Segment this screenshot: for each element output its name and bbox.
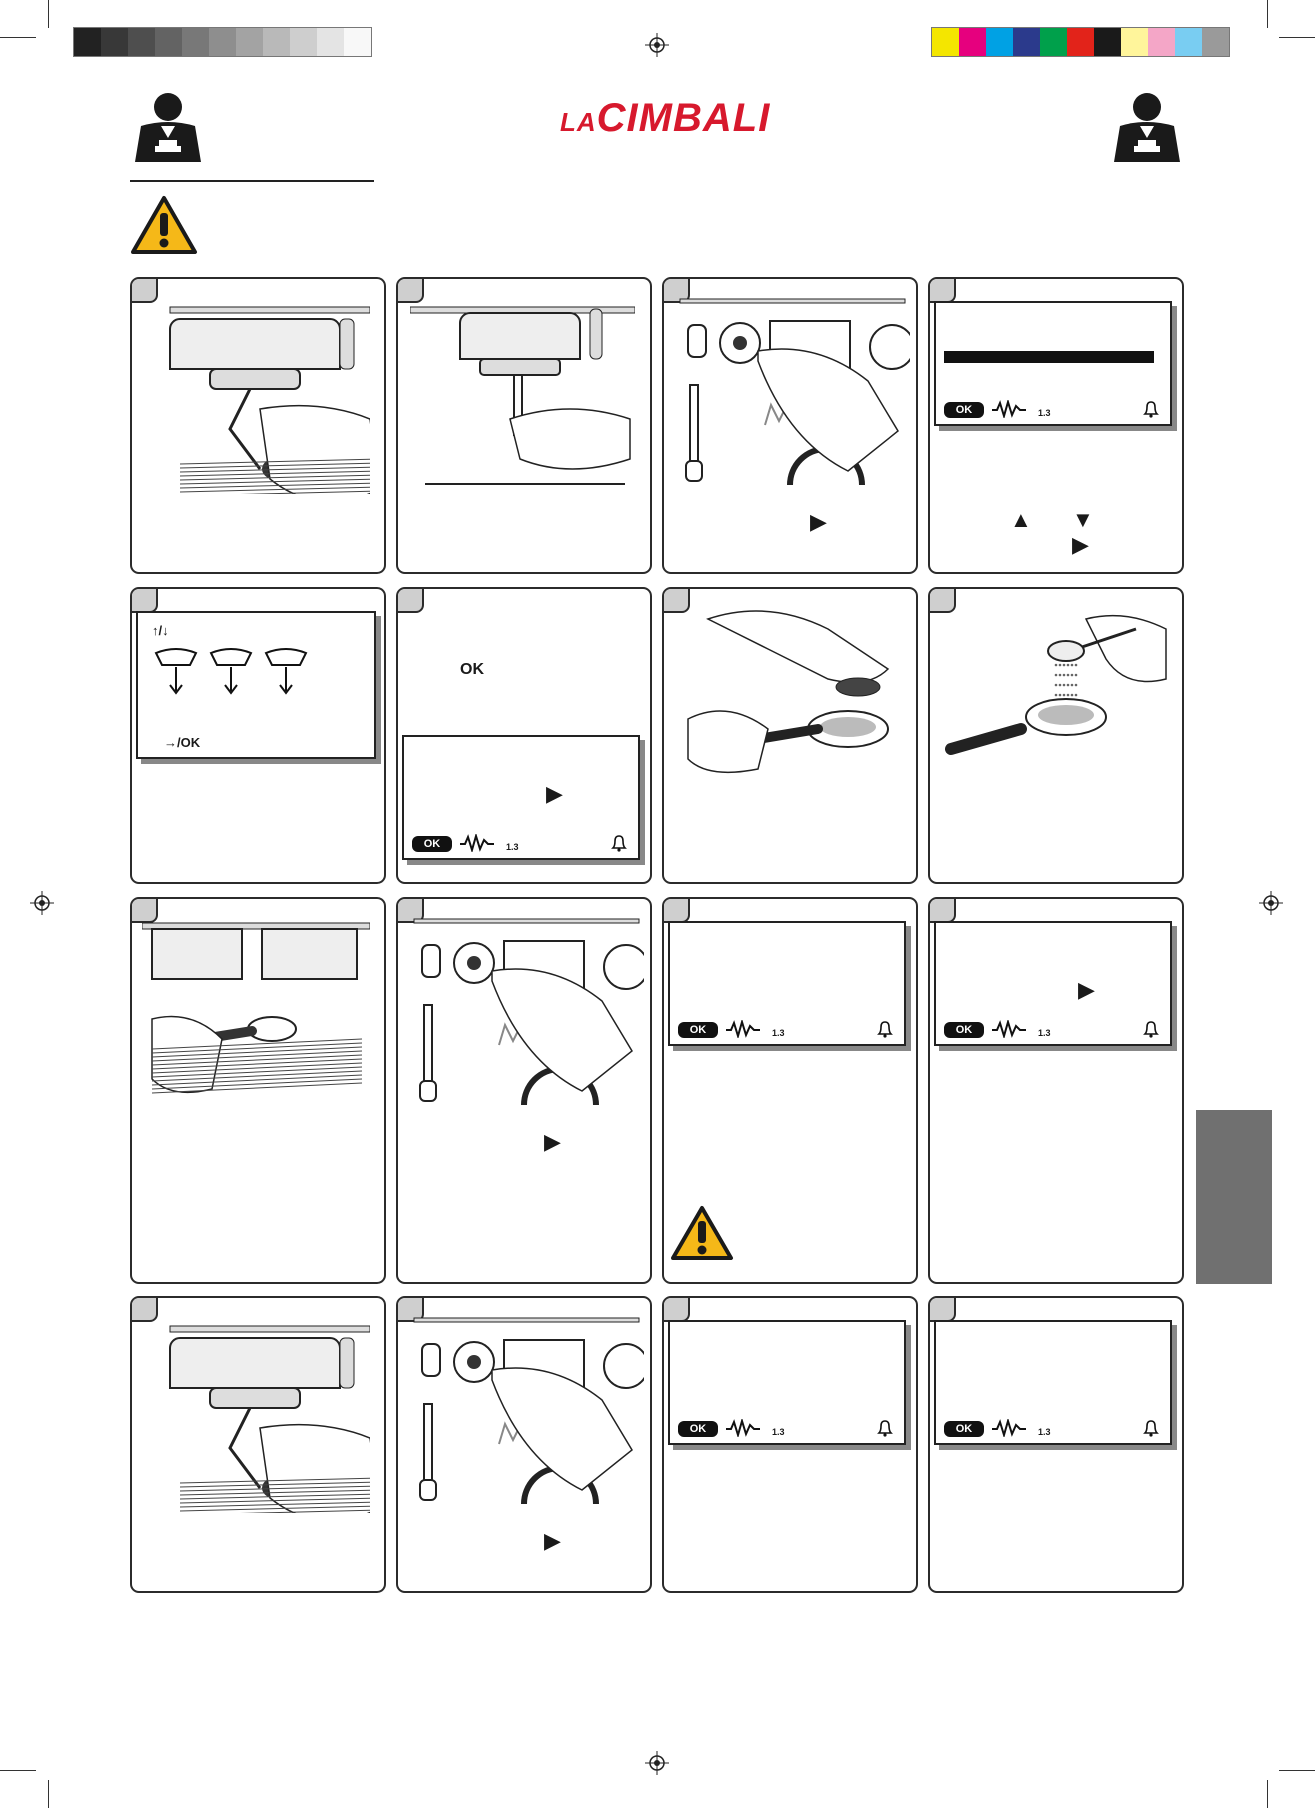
barista-icon xyxy=(131,92,205,162)
counter-label: 1.3 xyxy=(1038,1028,1051,1038)
color-swatch xyxy=(74,28,101,56)
section-tab xyxy=(1196,1110,1272,1284)
arrow-up-icon: ▲ xyxy=(1010,507,1032,532)
step-panel-11 xyxy=(662,897,918,1284)
crop-mark xyxy=(0,37,36,38)
ok-button-icon: OK xyxy=(944,1421,984,1437)
color-swatch xyxy=(1202,28,1229,56)
step-panel-12 xyxy=(928,897,1184,1284)
color-swatch xyxy=(128,28,155,56)
step-panel-5 xyxy=(130,587,386,884)
lcd-toolbar xyxy=(678,1016,896,1038)
arrow-right-icon: ▶ xyxy=(810,509,827,534)
waveform-icon xyxy=(460,834,494,852)
lcd-toolbar xyxy=(944,1415,1162,1437)
step-number-badge xyxy=(130,587,158,613)
color-swatch xyxy=(1067,28,1094,56)
step-number-badge xyxy=(396,587,424,613)
barista-icon xyxy=(1110,92,1184,162)
crop-mark xyxy=(0,1770,36,1771)
color-swatch xyxy=(155,28,182,56)
registration-mark-icon xyxy=(645,1751,669,1775)
control-panel-press-icon xyxy=(404,905,644,1115)
arrow-right-icon: ▶ xyxy=(544,1528,561,1553)
arrow-right-icon: ▶ xyxy=(1072,532,1089,557)
waveform-icon xyxy=(726,1419,760,1437)
screen-line: →/OK xyxy=(164,735,201,750)
step-number-badge xyxy=(928,897,956,923)
header-rule xyxy=(130,180,374,182)
lcd-screen xyxy=(934,921,1172,1046)
bell-icon xyxy=(876,1020,894,1038)
lcd-toolbar xyxy=(678,1415,896,1437)
color-swatch xyxy=(317,28,344,56)
step-panel-15 xyxy=(662,1296,918,1593)
portafilter-removal-icon xyxy=(150,289,370,494)
screen-line: ↑/↓ xyxy=(152,623,169,638)
selected-row-highlight xyxy=(944,351,1154,363)
group-flush-icon xyxy=(410,289,635,494)
ok-button-icon: OK xyxy=(412,836,452,852)
color-swatch xyxy=(344,28,371,56)
arrow-right-icon: ▶ xyxy=(544,1129,561,1154)
counter-label: 1.3 xyxy=(1038,1427,1051,1437)
arrow-down-icon: ▼ xyxy=(1072,507,1094,532)
lcd-screen xyxy=(934,301,1172,426)
waveform-icon xyxy=(992,1020,1026,1038)
waveform-icon xyxy=(992,1419,1026,1437)
lcd-toolbar xyxy=(944,1016,1162,1038)
brand-logo: LACIMBALI xyxy=(560,96,771,140)
ok-button-icon: OK xyxy=(944,402,984,418)
color-swatch xyxy=(1148,28,1175,56)
counter-label: 1.3 xyxy=(1038,408,1051,418)
control-panel-press-icon xyxy=(670,285,910,495)
crop-mark xyxy=(1279,37,1315,38)
ok-button-icon: OK xyxy=(678,1022,718,1038)
step-panel-4 xyxy=(928,277,1184,574)
step-panel-8 xyxy=(928,587,1184,884)
step-panel-2 xyxy=(396,277,652,574)
color-swatch xyxy=(290,28,317,56)
warning-triangle-icon xyxy=(130,195,198,255)
registration-mark-icon xyxy=(30,891,54,915)
lcd-screen xyxy=(402,735,640,860)
ok-button-icon: OK xyxy=(944,1022,984,1038)
lcd-screen xyxy=(668,921,906,1046)
color-swatch xyxy=(236,28,263,56)
bell-icon xyxy=(1142,1419,1160,1437)
bell-icon xyxy=(876,1419,894,1437)
arrow-right-icon: ▶ xyxy=(546,781,563,806)
crop-mark xyxy=(1279,1770,1315,1771)
color-swatch xyxy=(959,28,986,56)
waveform-icon xyxy=(726,1020,760,1038)
color-swatch xyxy=(1013,28,1040,56)
group-heads-icon xyxy=(152,645,322,705)
counter-label: 1.3 xyxy=(506,842,519,852)
step-number-badge xyxy=(662,1296,690,1322)
step-panel-10 xyxy=(396,897,652,1284)
lcd-screen xyxy=(668,1320,906,1445)
crop-mark xyxy=(1267,0,1268,28)
bell-icon xyxy=(1142,1020,1160,1038)
ok-button-icon: OK xyxy=(678,1421,718,1437)
crop-mark xyxy=(48,1780,49,1808)
step-panel-9 xyxy=(130,897,386,1284)
color-swatch xyxy=(1121,28,1148,56)
step-number-badge xyxy=(662,897,690,923)
crop-mark xyxy=(1267,1780,1268,1808)
bell-icon xyxy=(610,834,628,852)
portafilter-insert-icon xyxy=(142,909,370,1114)
blind-filter-insert-icon xyxy=(678,599,903,779)
control-panel-press-icon xyxy=(404,1304,644,1514)
step-panel-7 xyxy=(662,587,918,884)
color-swatch xyxy=(1094,28,1121,56)
step-panel-13 xyxy=(130,1296,386,1593)
arrow-right-icon: ▶ xyxy=(1078,977,1095,1002)
counter-label: 1.3 xyxy=(772,1427,785,1437)
ok-text: OK xyxy=(460,661,484,678)
grayscale-color-bar xyxy=(73,27,372,57)
step-number-badge xyxy=(928,1296,956,1322)
color-swatch xyxy=(263,28,290,56)
registration-mark-icon xyxy=(1259,891,1283,915)
color-swatch xyxy=(1040,28,1067,56)
process-color-bar xyxy=(931,27,1230,57)
color-swatch xyxy=(932,28,959,56)
step-number-badge xyxy=(928,277,956,303)
step-panel-1 xyxy=(130,277,386,574)
step-panel-3 xyxy=(662,277,918,574)
color-swatch xyxy=(986,28,1013,56)
bell-icon xyxy=(1142,400,1160,418)
step-panel-6 xyxy=(396,587,652,884)
color-swatch xyxy=(182,28,209,56)
counter-label: 1.3 xyxy=(772,1028,785,1038)
lcd-toolbar xyxy=(944,396,1162,418)
warning-triangle-icon xyxy=(670,1205,734,1261)
lcd-screen xyxy=(136,611,376,759)
crop-mark xyxy=(48,0,49,28)
step-panel-14 xyxy=(396,1296,652,1593)
portafilter-removal-icon xyxy=(150,1308,370,1513)
lcd-toolbar xyxy=(412,830,630,852)
lcd-screen xyxy=(934,1320,1172,1445)
color-swatch xyxy=(101,28,128,56)
step-panel-16 xyxy=(928,1296,1184,1593)
detergent-spoon-icon xyxy=(936,599,1176,779)
waveform-icon xyxy=(992,400,1026,418)
color-swatch xyxy=(1175,28,1202,56)
registration-mark-icon xyxy=(645,33,669,57)
color-swatch xyxy=(209,28,236,56)
